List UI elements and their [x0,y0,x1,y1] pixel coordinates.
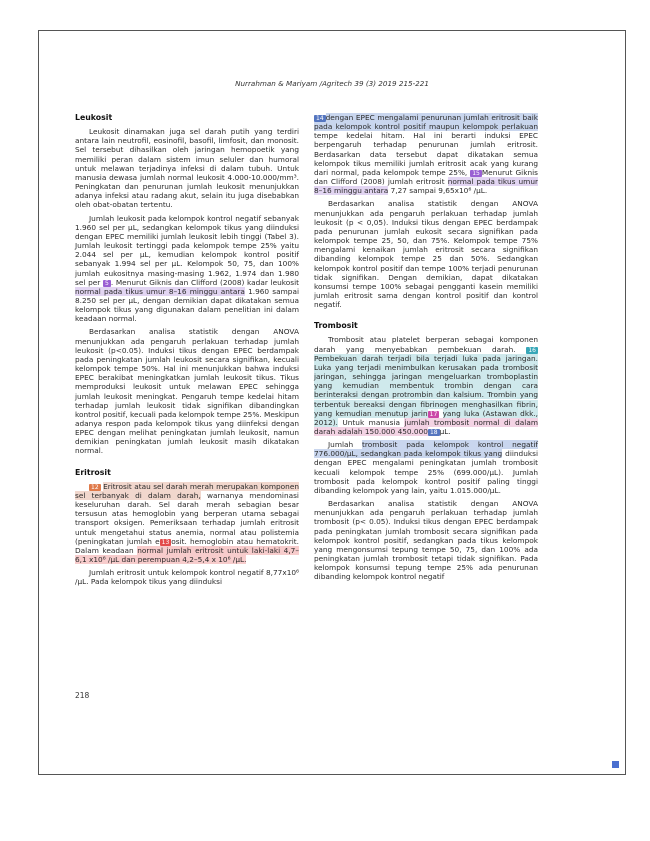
highlighted-text[interactable]: Pembekuan darah terjadi bila terjadi luka pada jaringan. Luka yang terjadi menimbulkan kerusakan pada trombosit jaringan, sehingga jaringan mengeluarkan tromboplastin yang kemudian membentuk trombin dengan cara berinteraksi dengan protrombin dan kalsium. Trombin yang terbentuk bereaksi dengan fibrinogen menghasilkan fibrin, yang kemudian menutup jarin [314,353,538,418]
text-run: diinduksi dengan EPEC mengalami peningkatan jumlah trombosit kecuali kelompok tempe 25% (699.000/μL). Jumlah trombosit pada kelompok kontrol positif paling tinggi dibanding kelompok yang lain, yaitu 1.015.000/μL. [314,449,538,495]
left-column [75,113,299,591]
highlighted-text[interactable]: normal pada tikus umur 8–16 minggu antara [314,177,539,196]
highlighted-text[interactable]: yang luka (Astawan dkk., 2012). [314,408,538,427]
trombosit-paragraph-3: Berdasarkan analisa statistik dengan ANOVA menunjukkan ada pengaruh perlakuan terhadap jumlah trombosit (p< 0.05). Induksi tikus dengan EPEC berdampak pada peningkatan jumlah trombosit secara signifikan pada kelompok kontrol positif, sedangkan pada tikus kelompok yang mengonsumsi tepung tempe 50, 75, dan 100% ada peningkatan jumlah trombosit tetapi tidak signifikan. Pada kelompok konsumsi tepung tempe 25% ada penurunan dibanding kelompok kontrol negatif [314,499,538,582]
paper-page [38,30,626,775]
section-heading-leukosit: Leukosit [75,113,113,122]
section-heading-eritrosit: Eritrosit [75,467,111,477]
text-run: Jumlah leukosit pada kelompok kontrol negatif sebanyak 1.960 sel per μL, sedangkan kelompok tikus yang diinduksi dengan EPEC memiliki jumlah leukosit lebih tinggi (Tabel 3). Jumlah leukosit tertinggi pada kelompok tempe 25% yaitu 2.044 sel per μL, kemudian kelompok kontrol positif sebanyak 1.994 sel per μL. Kelompok 50, 75, dan 100% jumlah eukositnya masing-masing 1.962, 1.974 dan 1.980 sel per [75,213,299,287]
text-run: 1.960 sampai 8.250 sel per μL, dengan demikian dapat dikatakan semua kelompok tikus yang digunakan dalam penelitian ini dalam keadaan normal. [75,286,299,324]
eritrosit-paragraph-3 [314,113,538,195]
annotation-corner-marker[interactable] [612,761,619,768]
right-column [314,113,538,586]
annotation-marker[interactable]: 14 [316,115,324,122]
eritrosit-paragraph-4: Berdasarkan analisa statistik dengan ANOVA menunjukkan ada pengaruh perlakuan terhadap jumlah leukosit (p < 0,05). Induksi tikus dengan EPEC berdampak pada penurunan jumlah eukosit secara signifikan pada kelompok tempe 25, 50, dan 75%. Kelompok tempe 75% mengalami kenaikan jumlah eritrosit secara signifikan dibanding kelompok tempe 25 dan 50%. Sedangkan kelompok kontrol positif dan tempe 100% terjadi penurunan tidak signifikan. Dengan demikian, dapat dikatakan konsumsi tempe 100% sebagai pengganti kasein memiliki jumlah eritrosit sama dengan kontrol positif dan kontrol negatif. [314,199,538,310]
annotation-marker[interactable]: 5 [104,279,109,287]
highlighted-text[interactable]: trombosit pada kelompok kontrol negatif 776.000/μL, sedangkan pada kelompok tikus yang [314,440,538,459]
page-number: 218 [75,691,90,700]
text-run: μL. [439,427,451,436]
text-run: Menurut Giknis dan Clifford (2008) jumlah eritrosit [314,167,538,187]
highlighted-text[interactable]: normal jumlah eritrosit untuk laki-laki 4,7–6,1 x10⁶ /μL dan perempuan 4,2–5,4 x 10⁶ /μL. [75,545,299,565]
annotation-marker[interactable]: 12 [91,483,99,491]
running-head: Nurrahman & Mariyam /Agritech 39 (3) 2019 215-221 [235,79,429,88]
annotation-marker[interactable]: 18 [429,429,438,436]
annotation-marker[interactable]: 13 [161,538,170,546]
leukosit-paragraph-1: Leukosit dinamakan juga sel darah putih yang terdiri antara lain neutrofil, eosinofil, basofil, limfosit, dan monosit. Sel tersebut dihasilkan oleh jaringan hemopoetik yang memiliki peran dalam sistem imun seluler dan humoral untuk melawan terjadinya infeksi di dalam tubuh. Untuk manusia dewasa jumlah normal leukosit 4.000-10.000/mm³. Peningkatan dan penurunan jumlah leukosit menunjukkan adanya infeksi atau radang akut, selain itu juga disebabkan oleh obat-obatan tertentu. [75,127,299,210]
highlighted-text[interactable]: Eritrosit atau sel darah merah merupakan komponen sel terbanyak di dalam darah, [75,481,299,500]
text-run: . Menurut Giknis dan Clifford (2008) kadar leukosit [110,277,299,287]
text-run: warnanya mendominasi keseluruhan darah. Sel darah merah sebagian besar tersusun atas hemoglobin yang berperan utama sebagai transport oksigen. Pemeriksaan terhadap jumlah eritrosit untuk mengetahui status anemia, normal atau polistemia (peningkatan jumlah e [75,490,299,546]
text-run: Jumlah [328,440,354,450]
text-run: 7,27 sampai 9,65x10⁶ /μL. [390,186,488,196]
annotation-marker[interactable]: 16 [528,346,536,354]
section-heading-trombosit: Trombosit [314,321,358,331]
text-run: Trombosit atau platelet berperan sebagai komponen darah yang menyebabkan pembekuan darah. [314,335,538,354]
leukosit-paragraph-2 [75,214,299,324]
annotation-marker[interactable]: 17 [429,410,438,418]
eritrosit-paragraph-1 [75,482,299,564]
eritrosit-paragraph-2: Jumlah eritrosit untuk kelompok kontrol negatif 8,77x10⁶ /μL. Pada kelompok tikus yang diinduksi [75,568,299,587]
text-run: tempe kedelai hitam. Hal ini berarti induksi EPEC berpengaruh terhadap penurunan jumlah eritrosit. Berdasarkan data tersebut dapat dikatakan semua kelompok tikus memiliki jumlah eritrosit acak yang kurang dari normal, pada kelompok tempe 25%, [314,131,538,177]
highlighted-text[interactable]: normal pada tikus umur 8–16 minggu antara [75,286,245,296]
leukosit-paragraph-3: Berdasarkan analisa statistik dengan ANOVA menunjukkan ada pengaruh perlakuan terhadap jumlah leukosit (p<0.05). Induksi tikus dengan EPEC berdampak pada peningkatan jumlah leukosit secara signifikan, kecuali kelompok tempe 50%. Hal ini menunjukkan bahwa induksi EPEC berakibat meningkatkan jumlah leukosit tikus. Tikus memproduksi leukosit untuk melawan EPEC sehingga jumlah leukosit meningkat. Pengaruh tempe kedelai hitam terhadap jumlah leukosit tidak signifikan dibandingkan kontrol positif, kecuali pada kelompok tempe 25%. Meskipun adanya respon pada kelompok tikus yang diinfeksi dengan EPEC dengan melihat peningkatan jumlah leukosit, namun demikian peningkatan jumlah leukosit masih dikatakan normal. [75,327,299,456]
highlighted-text[interactable]: dengan EPEC mengalami penurunan jumlah eritrosit baik pada kelompok kontrol positif maupun kelompok perlakuan [314,113,538,132]
trombosit-paragraph-1 [314,335,538,436]
text-run: osit. hemoglobin atau hematokrit. Dalam keadaan [75,536,299,555]
text-run: Untuk manusia [342,417,400,427]
trombosit-paragraph-2 [314,440,538,495]
highlighted-text[interactable]: jumlah trombosit normal di dalam darah adalah 150.000 450.000 [314,417,538,436]
annotation-marker[interactable]: 15 [472,169,480,177]
